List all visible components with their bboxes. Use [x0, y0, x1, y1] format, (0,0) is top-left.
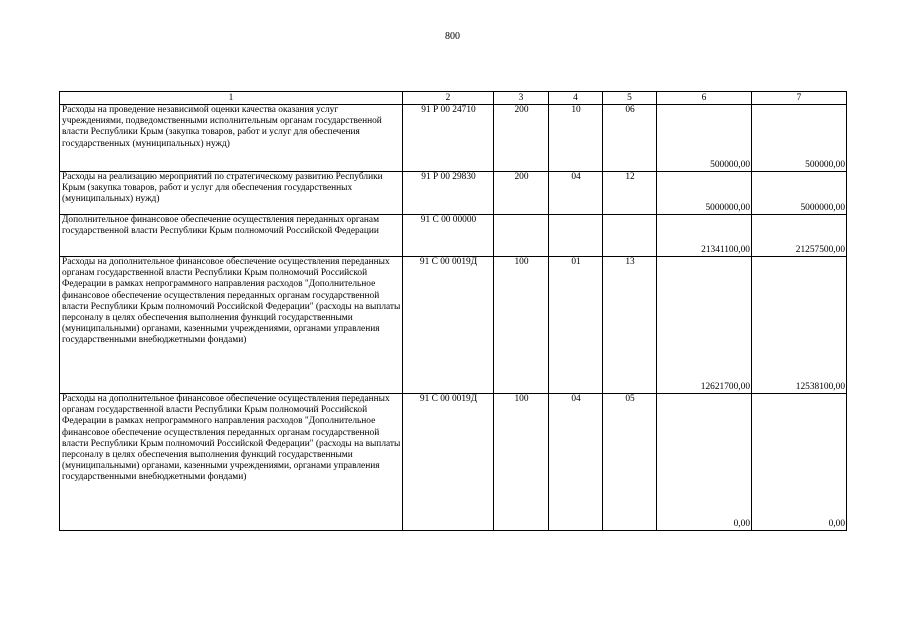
- amount-year1-cell: 500000,00: [657, 105, 752, 172]
- expense-type-cell: 200: [494, 105, 549, 172]
- expense-name-cell: Расходы на проведение независимой оценки качества оказания услуг учреждениями, подведомственными исполнительным органам государственной власти Республики Крым (закупка товаров, работ и услуг для обеспечения государственных (муниципальных) нужд): [60, 105, 403, 172]
- column-header: 6: [657, 92, 752, 105]
- amount-year2-cell: 500000,00: [752, 105, 847, 172]
- column-header: 2: [403, 92, 494, 105]
- amount-year2-cell: 5000000,00: [752, 172, 847, 215]
- section-cell: 04: [549, 394, 603, 531]
- section-cell: [549, 215, 603, 257]
- expense-name-cell: Расходы на реализацию мероприятий по стратегическому развитию Республики Крым (закупка товаров, работ и услуг для обеспечения государственных (муниципальных) нужд): [60, 172, 403, 215]
- budget-table: [59, 91, 847, 531]
- table-row: [60, 257, 847, 394]
- column-header: 5: [603, 92, 657, 105]
- table-row: [60, 105, 847, 172]
- subsection-cell: 05: [603, 394, 657, 531]
- section-cell: 04: [549, 172, 603, 215]
- expense-type-cell: [494, 215, 549, 257]
- section-cell: 10: [549, 105, 603, 172]
- amount-year1-cell: 12621700,00: [657, 257, 752, 394]
- subsection-cell: [603, 215, 657, 257]
- amount-year1-cell: 0,00: [657, 394, 752, 531]
- expense-type-cell: 200: [494, 172, 549, 215]
- expense-name-cell: Расходы на дополнительное финансовое обеспечение осуществления переданных органам государственной власти Республики Крым полномочий Российской Федерации в рамках непрограммного направления расходов "Дополнительное финансовое обеспечение осуществления переданных органам государственной власти Республики Крым полномочий Российской Федерации" (расходы на выплаты персоналу в целях обеспечения выполнения функций государственными (муниципальными) органами, казенными учреждениями, органами управления государственными внебюджетными фондами): [60, 394, 403, 531]
- target-article-code-cell: 91 С 00 0019Д: [403, 257, 494, 394]
- column-header: 1: [60, 92, 403, 105]
- expense-type-cell: 100: [494, 394, 549, 531]
- target-article-code-cell: 91 С 00 00000: [403, 215, 494, 257]
- amount-year1-cell: 5000000,00: [657, 172, 752, 215]
- subsection-cell: 06: [603, 105, 657, 172]
- page-number: 800: [445, 31, 460, 42]
- amount-year2-cell: 21257500,00: [752, 215, 847, 257]
- column-header: 4: [549, 92, 603, 105]
- target-article-code-cell: 91 С 00 0019Д: [403, 394, 494, 531]
- amount-year1-cell: 21341100,00: [657, 215, 752, 257]
- column-header: 7: [752, 92, 847, 105]
- expense-name-cell: Дополнительное финансовое обеспечение осуществления переданных органам государственной власти Республики Крым полномочий Российской Федерации: [60, 215, 403, 257]
- expense-type-cell: 100: [494, 257, 549, 394]
- table-header-row: [60, 92, 847, 105]
- section-cell: 01: [549, 257, 603, 394]
- table-row: [60, 394, 847, 531]
- table-row: [60, 215, 847, 257]
- target-article-code-cell: 91 Р 00 29830: [403, 172, 494, 215]
- target-article-code-cell: 91 Р 00 24710: [403, 105, 494, 172]
- amount-year2-cell: 0,00: [752, 394, 847, 531]
- subsection-cell: 13: [603, 257, 657, 394]
- column-header: 3: [494, 92, 549, 105]
- subsection-cell: 12: [603, 172, 657, 215]
- amount-year2-cell: 12538100,00: [752, 257, 847, 394]
- expense-name-cell: Расходы на дополнительное финансовое обеспечение осуществления переданных органам государственной власти Республики Крым полномочий Российской Федерации в рамках непрограммного направления расходов "Дополнительное финансовое обеспечение осуществления переданных органам государственной власти Республики Крым полномочий Российской Федерации" (расходы на выплаты персоналу в целях обеспечения выполнения функций государственными (муниципальными) органами, казенными учреждениями, органами управления государственными внебюджетными фондами): [60, 257, 403, 394]
- table-row: [60, 172, 847, 215]
